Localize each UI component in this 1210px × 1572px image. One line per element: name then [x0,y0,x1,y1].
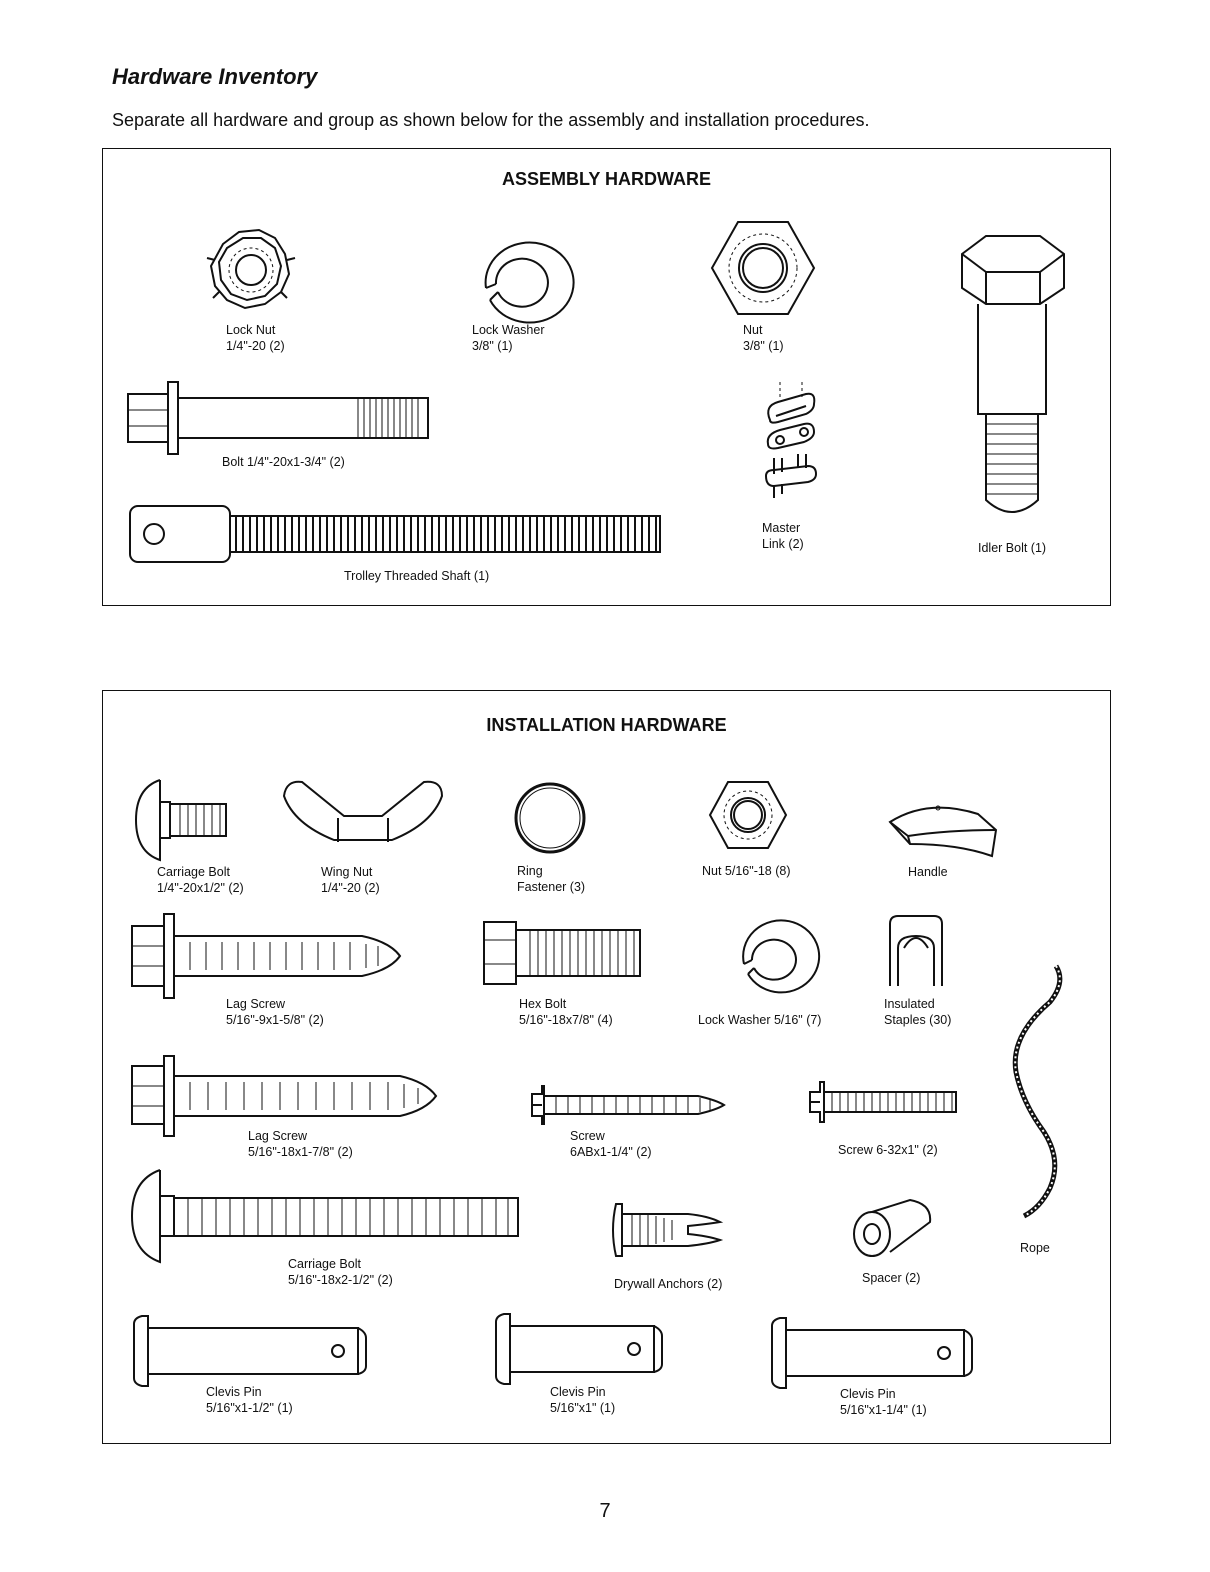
trolley-shaft-threads [230,516,660,552]
nut-small-label: Nut 5/16"-18 (8) [702,864,791,878]
lag-screw-1-icon [130,912,404,1000]
assembly-heading: ASSEMBLY HARDWARE [501,169,712,189]
lock-washer-small-label: Lock Washer 5/16" (7) [698,1013,822,1027]
rope-label: Rope [1020,1241,1050,1255]
clevis-pin-2-icon [494,1312,664,1386]
screw-6ab-icon [530,1084,728,1126]
screw-6ab-label: Screw 6ABx1-1/4" (2) [570,1129,652,1159]
wing-nut-label: Wing Nut 1/4"-20 (2) [321,865,380,895]
lock-washer-small-icon [726,914,810,992]
ring-fastener-icon [512,780,588,856]
master-link-label: Master Link (2) [762,521,804,551]
wing-nut-icon [282,774,444,850]
lock-nut-icon [205,230,315,310]
clevis-pin-3-label: Clevis Pin 5/16"x1-1/4" (1) [840,1387,927,1417]
intro-text: Separate all hardware and group as shown below for the assembly and installation procedures. [112,110,870,130]
clevis-pin-1-icon [132,1314,368,1388]
insulated-staples-icon [888,914,944,986]
drywall-anchors-label: Drywall Anchors (2) [614,1277,723,1291]
carriage-bolt-small-icon [134,778,232,862]
spacer-label: Spacer (2) [862,1271,921,1285]
lock-washer-icon [466,238,560,322]
carriage-bolt-large-label: Carriage Bolt 5/16"-18x2-1/2" (2) [288,1257,393,1287]
nut-small-icon [708,780,788,850]
lag-screw-1-label: Lag Screw 5/16"-9x1-5/8" (2) [226,997,324,1027]
handle-label: Handle [908,865,948,879]
lag-screw-2-icon [130,1054,440,1138]
rope-icon [1006,962,1066,1224]
trolley-threaded-shaft-label: Trolley Threaded Shaft (1) [344,569,490,583]
hex-bolt-label: Hex Bolt 5/16"-18x7/8" (4) [519,997,613,1027]
carriage-bolt-small-label: Carriage Bolt 1/4"-20x1/2" (2) [157,865,244,895]
bolt-icon [126,380,436,456]
clevis-pin-1-label: Clevis Pin 5/16"x1-1/2" (1) [206,1385,293,1415]
master-link-icon [760,380,820,504]
bolt-label: Bolt 1/4"-20x1-3/4" (2) [222,455,345,469]
page-title: Hardware Inventory [112,64,318,89]
lag-screw-2-label: Lag Screw 5/16"-18x1-7/8" (2) [248,1129,353,1159]
handle-icon [888,800,1000,858]
idler-bolt-label: Idler Bolt (1) [978,541,1047,555]
carriage-bolt-large-icon [130,1168,522,1264]
lock-nut-label: Lock Nut 1/4"-20 (2) [226,323,285,353]
lock-washer-label: Lock Washer 3/8" (1) [472,323,545,353]
hex-bolt-icon [482,918,646,988]
nut-icon [710,220,816,316]
installation-heading: INSTALLATION HARDWARE [486,715,727,735]
insulated-staples-label: Insulated Staples (30) [884,997,952,1027]
nut-label: Nut 3/8" (1) [743,323,784,353]
idler-bolt-icon [956,232,1066,522]
ring-fastener-label: Ring Fastener (3) [517,864,586,894]
drywall-anchor-icon [608,1202,724,1258]
page-number: 7 [599,1500,611,1522]
screw-632-label: Screw 6-32x1" (2) [838,1143,938,1157]
screw-632-icon [808,1080,960,1124]
clevis-pin-2-label: Clevis Pin 5/16"x1" (1) [550,1385,616,1415]
clevis-pin-3-icon [770,1316,976,1390]
spacer-icon [850,1196,934,1258]
